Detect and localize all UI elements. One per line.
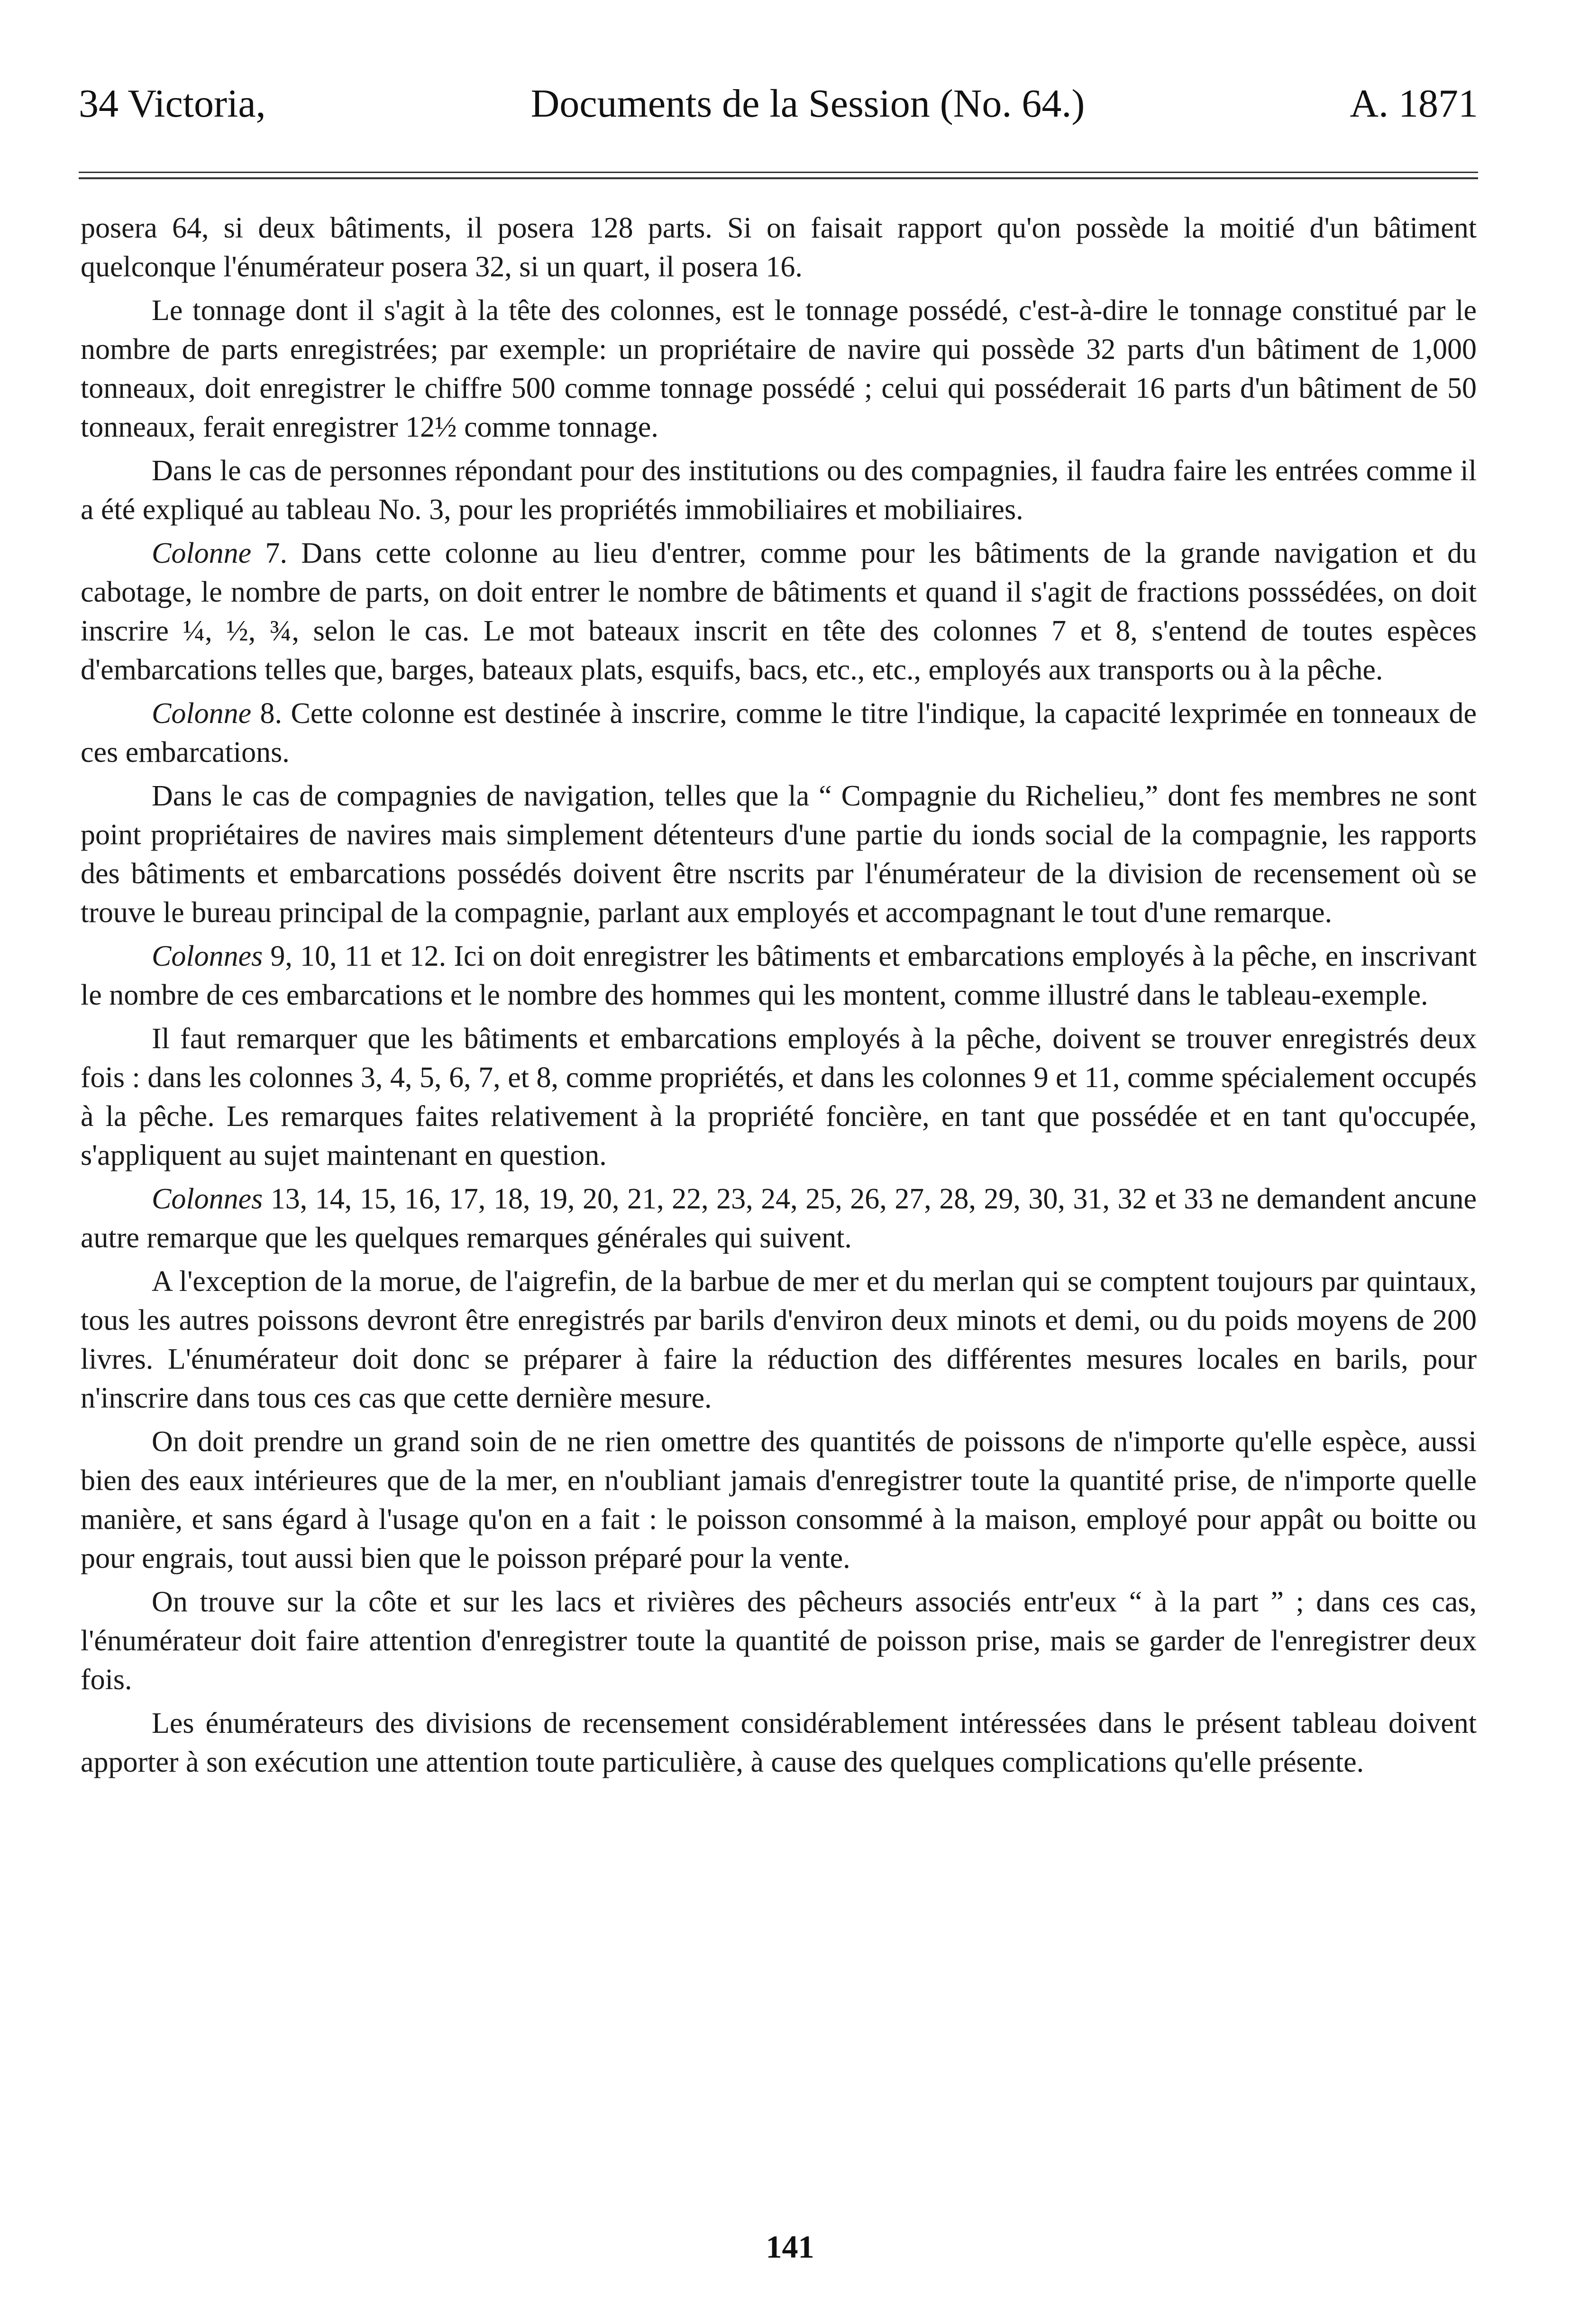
- paragraph-7-lead: Colonnes: [152, 940, 263, 972]
- paragraph-9-text: 13, 14, 15, 16, 17, 18, 19, 20, 21, 22, 23, 24, 25, 26, 27, 28, 29, 30, 31, 32 et 33 ne demandent ancune autre remarque que les quelques remarques générales qui suivent.: [81, 1183, 1477, 1254]
- paragraph-5-lead: Colonne: [152, 697, 252, 730]
- header-rule: [79, 172, 1478, 179]
- header-center: Documents de la Session (No. 64.): [530, 82, 1085, 126]
- body-text: [81, 209, 1477, 1786]
- paragraph-9: [81, 1180, 1477, 1257]
- paragraph-3: Dans le cas de personnes répondant pour des institutions ou des compagnies, il faudra faire les entrées comme il a été expliqué au tableau No. 3, pour les propriétés immobiliaires et mobiliaires.: [81, 455, 1477, 526]
- paragraph-5-text: 8. Cette colonne est destinée à inscrire, comme le titre l'indique, la capacité lexprimée en tonneaux de ces embarcations.: [81, 697, 1477, 769]
- paragraph-7: [81, 937, 1477, 1015]
- header-rule-thick: [79, 177, 1478, 179]
- paragraph-12: On trouve sur la côte et sur les lacs et rivières des pêcheurs associés entr'eux “ à la part ” ; dans ces cas, l'énumérateur doit faire attention d'enregistrer toute la quantité de poisson prise, mais se garder de l'enregistrer deux fois.: [81, 1586, 1477, 1696]
- running-header: [79, 81, 1478, 137]
- page-number: 141: [766, 2229, 814, 2265]
- header-left: 34 Victoria,: [79, 82, 266, 126]
- paragraph-9-lead: Colonnes: [152, 1183, 263, 1215]
- paragraph-6: Dans le cas de compagnies de navigation, telles que la “ Compagnie du Richelieu,” dont fes membres ne sont point propriétaires de navires mais simplement détenteurs d'une partie du ionds social de la compagnie, les rapports des bâtiments et embarcations possédés doivent être nscrits par l'énumérateur de la division de recensement où se trouve le bureau principal de la compagnie, parlant aux employés et accompagnant le tout d'une remarque.: [81, 780, 1477, 929]
- paragraph-4-lead: Colonne: [152, 537, 252, 569]
- paragraph-10: A l'exception de la morue, de l'aigrefin, de la barbue de mer et du merlan qui se comptent toujours par quintaux, tous les autres poissons devront être enregistrés par barils d'environ deux minots et demi, ou du poids moyens de 200 livres. L'énumérateur doit donc se préparer à faire la réduction des différentes mesures locales en barils, pour n'inscrire dans tous ces cas que cette dernière mesure.: [81, 1265, 1477, 1414]
- paragraph-4: [81, 534, 1477, 689]
- header-right: A. 1871: [1350, 82, 1478, 126]
- paragraph-5: [81, 694, 1477, 772]
- paragraph-8: Il faut remarquer que les bâtiments et embarcations employés à la pêche, doivent se trouver enregistrés deux fois : dans les colonnes 3, 4, 5, 6, 7, et 8, comme propriétés, et dans les colonnes 9 et 11, comme spécialement occupés à la pêche. Les remarques faites relativement à la propriété foncière, en tant que possédée et en tant qu'occupée, s'appliquent au sujet maintenant en question.: [81, 1023, 1477, 1171]
- paragraph-4-text: 7. Dans cette colonne au lieu d'entrer, comme pour les bâtiments de la grande navigation et du cabotage, le nombre de parts, on doit entrer le nombre de bâtiments et quand il s'agit de fractions posssédées, on doit inscrire ¼, ½, ¾, selon le cas. Le mot bateaux inscrit en tête des colonnes 7 et 8, s'entend de toutes espèces d'embarcations telles que, barges, bateaux plats, esquifs, bacs, etc., etc., employés aux transports ou à la pêche.: [81, 537, 1477, 686]
- paragraph-1: posera 64, si deux bâtiments, il posera 128 parts. Si on faisait rapport qu'on possède la moitié d'un bâtiment quelconque l'énumérateur posera 32, si un quart, il posera 16.: [81, 212, 1477, 283]
- paragraph-13: Les énumérateurs des divisions de recensement considérablement intéressées dans le présent tableau doivent apporter à son exécution une attention toute particulière, à cause des quelques complications qu'elle présente.: [81, 1707, 1477, 1778]
- paragraph-11: On doit prendre un grand soin de ne rien omettre des quantités de poissons de n'importe qu'elle espèce, aussi bien des eaux intérieures que de la mer, en n'oubliant jamais d'enregistrer toute la quantité prise, de n'importe quelle manière, et sans égard à l'usage qu'on en a fait : le poisson consommé à la maison, employé pour appât ou boitte ou pour engrais, tout aussi bien que le poisson préparé pour la vente.: [81, 1426, 1477, 1574]
- paragraph-7-text: 9, 10, 11 et 12. Ici on doit enregistrer les bâtiments et embarcations employés à la pêche, en inscrivant le nombre de ces embarcations et le nombre des hommes qui les montent, comme illustré dans le tableau-exemple.: [81, 940, 1477, 1011]
- paragraph-2: Le tonnage dont il s'agit à la tête des colonnes, est le tonnage possédé, c'est-à-dire le tonnage constitué par le nombre de parts enregistrées; par exemple: un propriétaire de navire qui possède 32 parts d'un bâtiment de 1,000 tonneaux, doit enregistrer le chiffre 500 comme tonnage possédé ; celui qui posséderait 16 parts d'un bâtiment de 50 tonneaux, ferait enregistrer 12½ comme tonnage.: [81, 294, 1477, 443]
- header-rule-thin: [79, 172, 1478, 173]
